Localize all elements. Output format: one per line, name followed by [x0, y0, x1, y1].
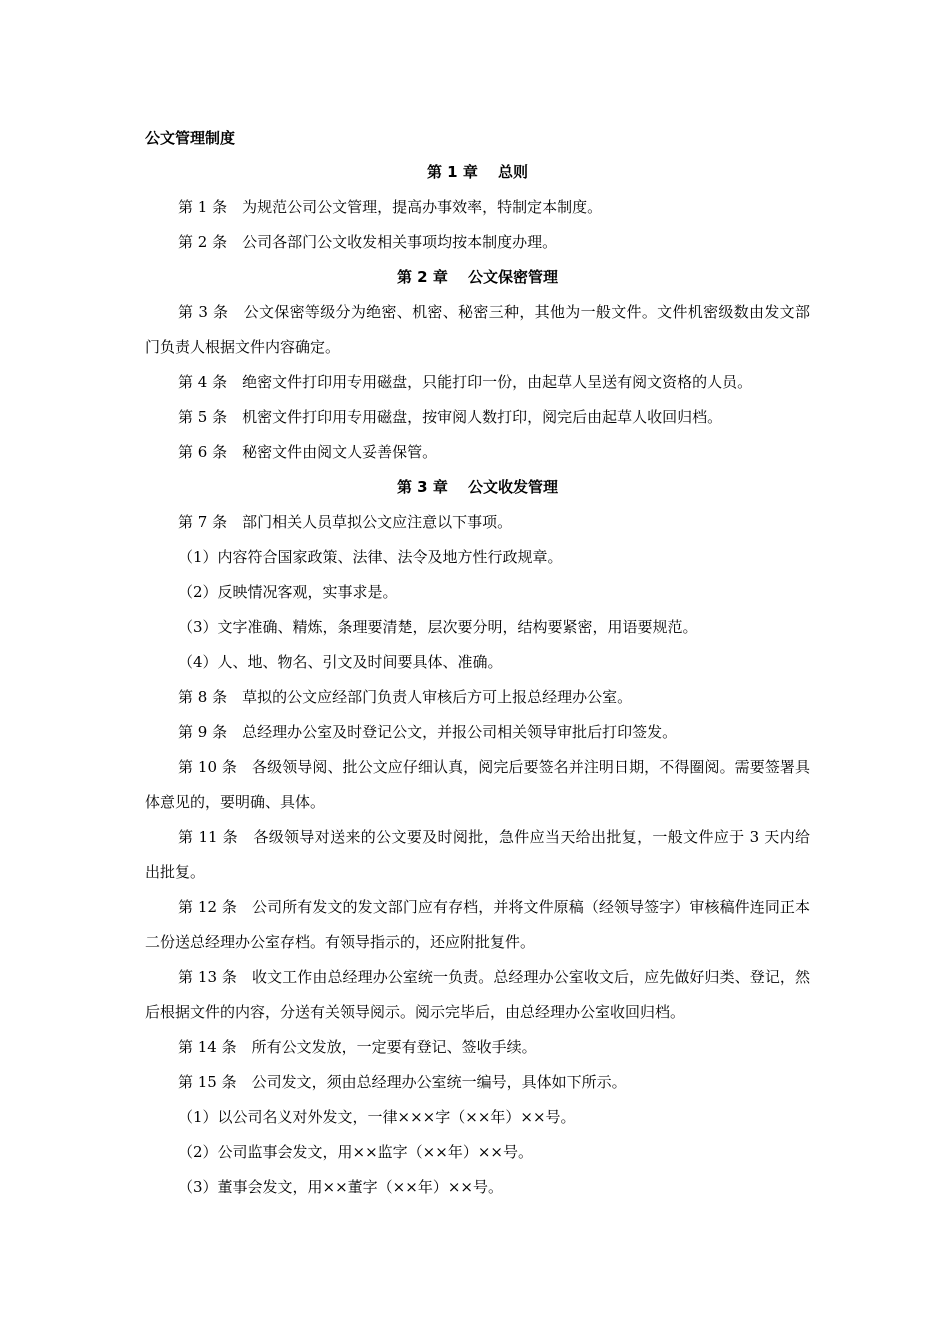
- article-15: 第 15 条 公司发文，须由总经理办公室统一编号，具体如下所示。: [178, 1073, 627, 1091]
- document-body: [145, 121, 810, 1205]
- article-2: 第 2 条 公司各部门公文收发相关事项均按本制度办理。: [178, 233, 558, 251]
- article-12: 第 12 条 公司所有发文的发文部门应有存档，并将文件原稿（经领导签字）审核稿件连同正本二份送总经理办公室存档。有领导指示的，还应附批复件。: [145, 898, 810, 951]
- list-item: （3）文字准确、精炼，条理要清楚，层次要分明，结构要紧密，用语要规范。: [178, 618, 698, 636]
- article-6: 第 6 条 秘密文件由阅文人妥善保管。: [178, 443, 438, 461]
- document-title: 公文管理制度: [145, 129, 236, 147]
- article-10: 第 10 条 各级领导阅、批公文应仔细认真，阅完后要签名并注明日期，不得圈阅。需要签署具体意见的，要明确、具体。: [145, 758, 810, 811]
- article-8: 第 8 条 草拟的公文应经部门负责人审核后方可上报总经理办公室。: [178, 688, 633, 706]
- chapter-heading-3: 第 3 章 公文收发管理: [396, 478, 559, 496]
- chapter-heading-1: 第 1 章 总则: [426, 163, 529, 181]
- list-item: （3）董事会发文，用××董字（××年）××号。: [178, 1178, 503, 1196]
- list-item: （1）以公司名义对外发文，一律×××字（××年）××号。: [178, 1108, 576, 1126]
- article-1: 第 1 条 为规范公司公文管理，提高办事效率，特制定本制度。: [178, 198, 603, 216]
- article-3: 第 3 条 公文保密等级分为绝密、机密、秘密三种，其他为一般文件。文件机密级数由发文部门负责人根据文件内容确定。: [145, 303, 810, 356]
- article-9: 第 9 条 总经理办公室及时登记公文，并报公司相关领导审批后打印签发。: [178, 723, 678, 741]
- chapter-heading-2: 第 2 章 公文保密管理: [396, 268, 559, 286]
- list-item: （4）人、地、物名、引文及时间要具体、准确。: [178, 653, 503, 671]
- article-5: 第 5 条 机密文件打印用专用磁盘，按审阅人数打印，阅完后由起草人收回归档。: [178, 408, 723, 426]
- article-13: 第 13 条 收文工作由总经理办公室统一负责。总经理办公室收文后，应先做好归类、登记，然后根据文件的内容，分送有关领导阅示。阅示完毕后，由总经理办公室收回归档。: [145, 968, 810, 1021]
- list-item: （1）内容符合国家政策、法律、法令及地方性行政规章。: [178, 548, 563, 566]
- article-11: 第 11 条 各级领导对送来的公文要及时阅批，急件应当天给出批复，一般文件应于 3 天内给出批复。: [145, 828, 810, 881]
- list-item: （2）公司监事会发文，用××监字（××年）××号。: [178, 1143, 533, 1161]
- article-14: 第 14 条 所有公文发放，一定要有登记、签收手续。: [178, 1038, 537, 1056]
- article-7: 第 7 条 部门相关人员草拟公文应注意以下事项。: [178, 513, 513, 531]
- list-item: （2）反映情况客观，实事求是。: [178, 583, 398, 601]
- article-4: 第 4 条 绝密文件打印用专用磁盘，只能打印一份，由起草人呈送有阅文资格的人员。: [178, 373, 753, 391]
